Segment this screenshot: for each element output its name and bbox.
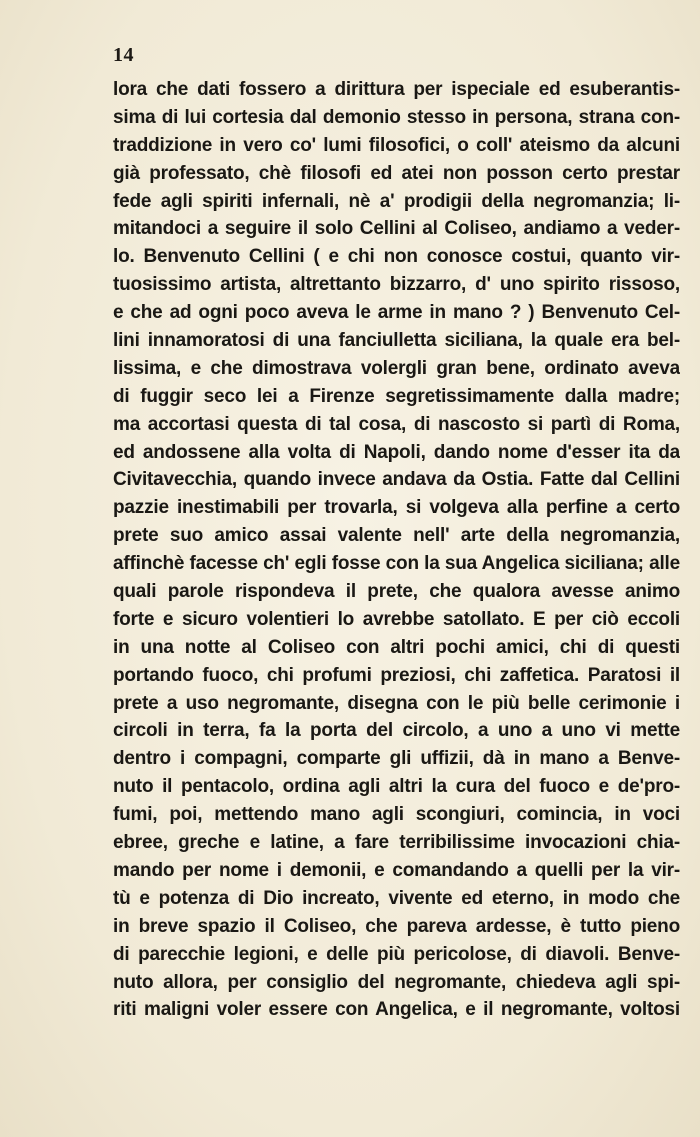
- text-line: lissima, e che dimostrava volergli gran bene, ordinato aveva: [113, 357, 680, 379]
- text-line: dentro i compagni, comparte gli uffizii, dà in mano a Benve-: [113, 748, 680, 770]
- text-line: affinchè facesse ch' egli fosse con la sua Angelica siciliana; alle: [113, 553, 680, 575]
- text-line: ma accortasi questa di tal cosa, di nascosto si partì di Roma,: [113, 413, 680, 435]
- text-line: circoli in terra, fa la porta del circolo, a uno a uno vi mette: [113, 720, 680, 742]
- text-line: sima di lui cortesia dal demonio stesso in persona, strana con-: [113, 106, 680, 128]
- text-line: tù e potenza di Dio increato, vivente ed eterno, in modo che: [113, 887, 680, 909]
- text-line: mitandoci a seguire il solo Cellini al Coliseo, andiamo a veder-: [113, 218, 680, 240]
- text-line: lora che dati fossero a dirittura per ispeciale ed esuberantis-: [113, 79, 680, 100]
- text-line: Civitavecchia, quando invece andava da Ostia. Fatte dal Cellini: [113, 469, 680, 491]
- text-line: mando per nome i demonii, e comandando a quelli per la vir-: [113, 859, 680, 881]
- text-line: in breve spazio il Coliseo, che pareva ardesse, è tutto pieno: [113, 915, 680, 937]
- text-line: ed andossene alla volta di Napoli, dando nome d'esser ita da: [113, 441, 680, 463]
- text-line: in una notte al Coliseo con altri pochi amici, chi di questi: [113, 636, 680, 658]
- text-line: nuto allora, per consiglio del negromante, chiedeva agli spi-: [113, 971, 680, 993]
- text-line: nuto il pentacolo, ordina agli altri la cura del fuoco e de'pro-: [113, 776, 680, 798]
- text-line: di parecchie legioni, e delle più pericolose, di diavoli. Benve-: [113, 943, 680, 965]
- text-line: fumi, poi, mettendo mano agli scongiuri, comincia, in voci: [113, 804, 680, 826]
- text-line: prete suo amico assai valente nell' arte della negromanzia,: [113, 525, 680, 547]
- text-line: pazzie inestimabili per trovarla, si volgeva alla perfine a certo: [113, 497, 680, 519]
- text-line: riti maligni voler essere con Angelica, e il negromante, voltosi: [113, 999, 680, 1021]
- body-text: [113, 76, 680, 1024]
- text-line: lo. Benvenuto Cellini ( e chi non conosce costui, quanto vir-: [113, 246, 680, 268]
- text-line: portando fuoco, chi profumi preziosi, chi zaffetica. Paratosi il: [113, 664, 680, 686]
- text-line: prete a uso negromante, disegna con le più belle cerimonie i: [113, 692, 680, 714]
- text-line: e che ad ogni poco aveva le arme in mano ? ) Benvenuto Cel-: [113, 302, 680, 324]
- page-number: 14: [113, 44, 134, 66]
- text-line: lini innamoratosi di una fanciulletta siciliana, la quale era bel-: [113, 330, 680, 352]
- text-line: già professato, chè filosofi ed atei non posson certo prestar: [113, 162, 680, 184]
- text-line: tuosissimo artista, altrettanto bizzarro, d' uno spirito rissoso,: [113, 274, 680, 296]
- text-line: ebree, greche e latine, a fare terribilissime invocazioni chia-: [113, 832, 680, 854]
- text-line: quali parole rispondeva il prete, che qualora avesse animo: [113, 581, 680, 603]
- text-line: di fuggir seco lei a Firenze segretissimamente dalla madre;: [113, 385, 680, 407]
- text-line: traddizione in vero co' lumi filosofici, o coll' ateismo da alcuni: [113, 134, 680, 156]
- text-line: fede agli spiriti infernali, nè a' prodigii della negromanzia; li-: [113, 190, 680, 212]
- text-line: forte e sicuro volentieri lo avrebbe satollato. E per ciò eccoli: [113, 608, 680, 630]
